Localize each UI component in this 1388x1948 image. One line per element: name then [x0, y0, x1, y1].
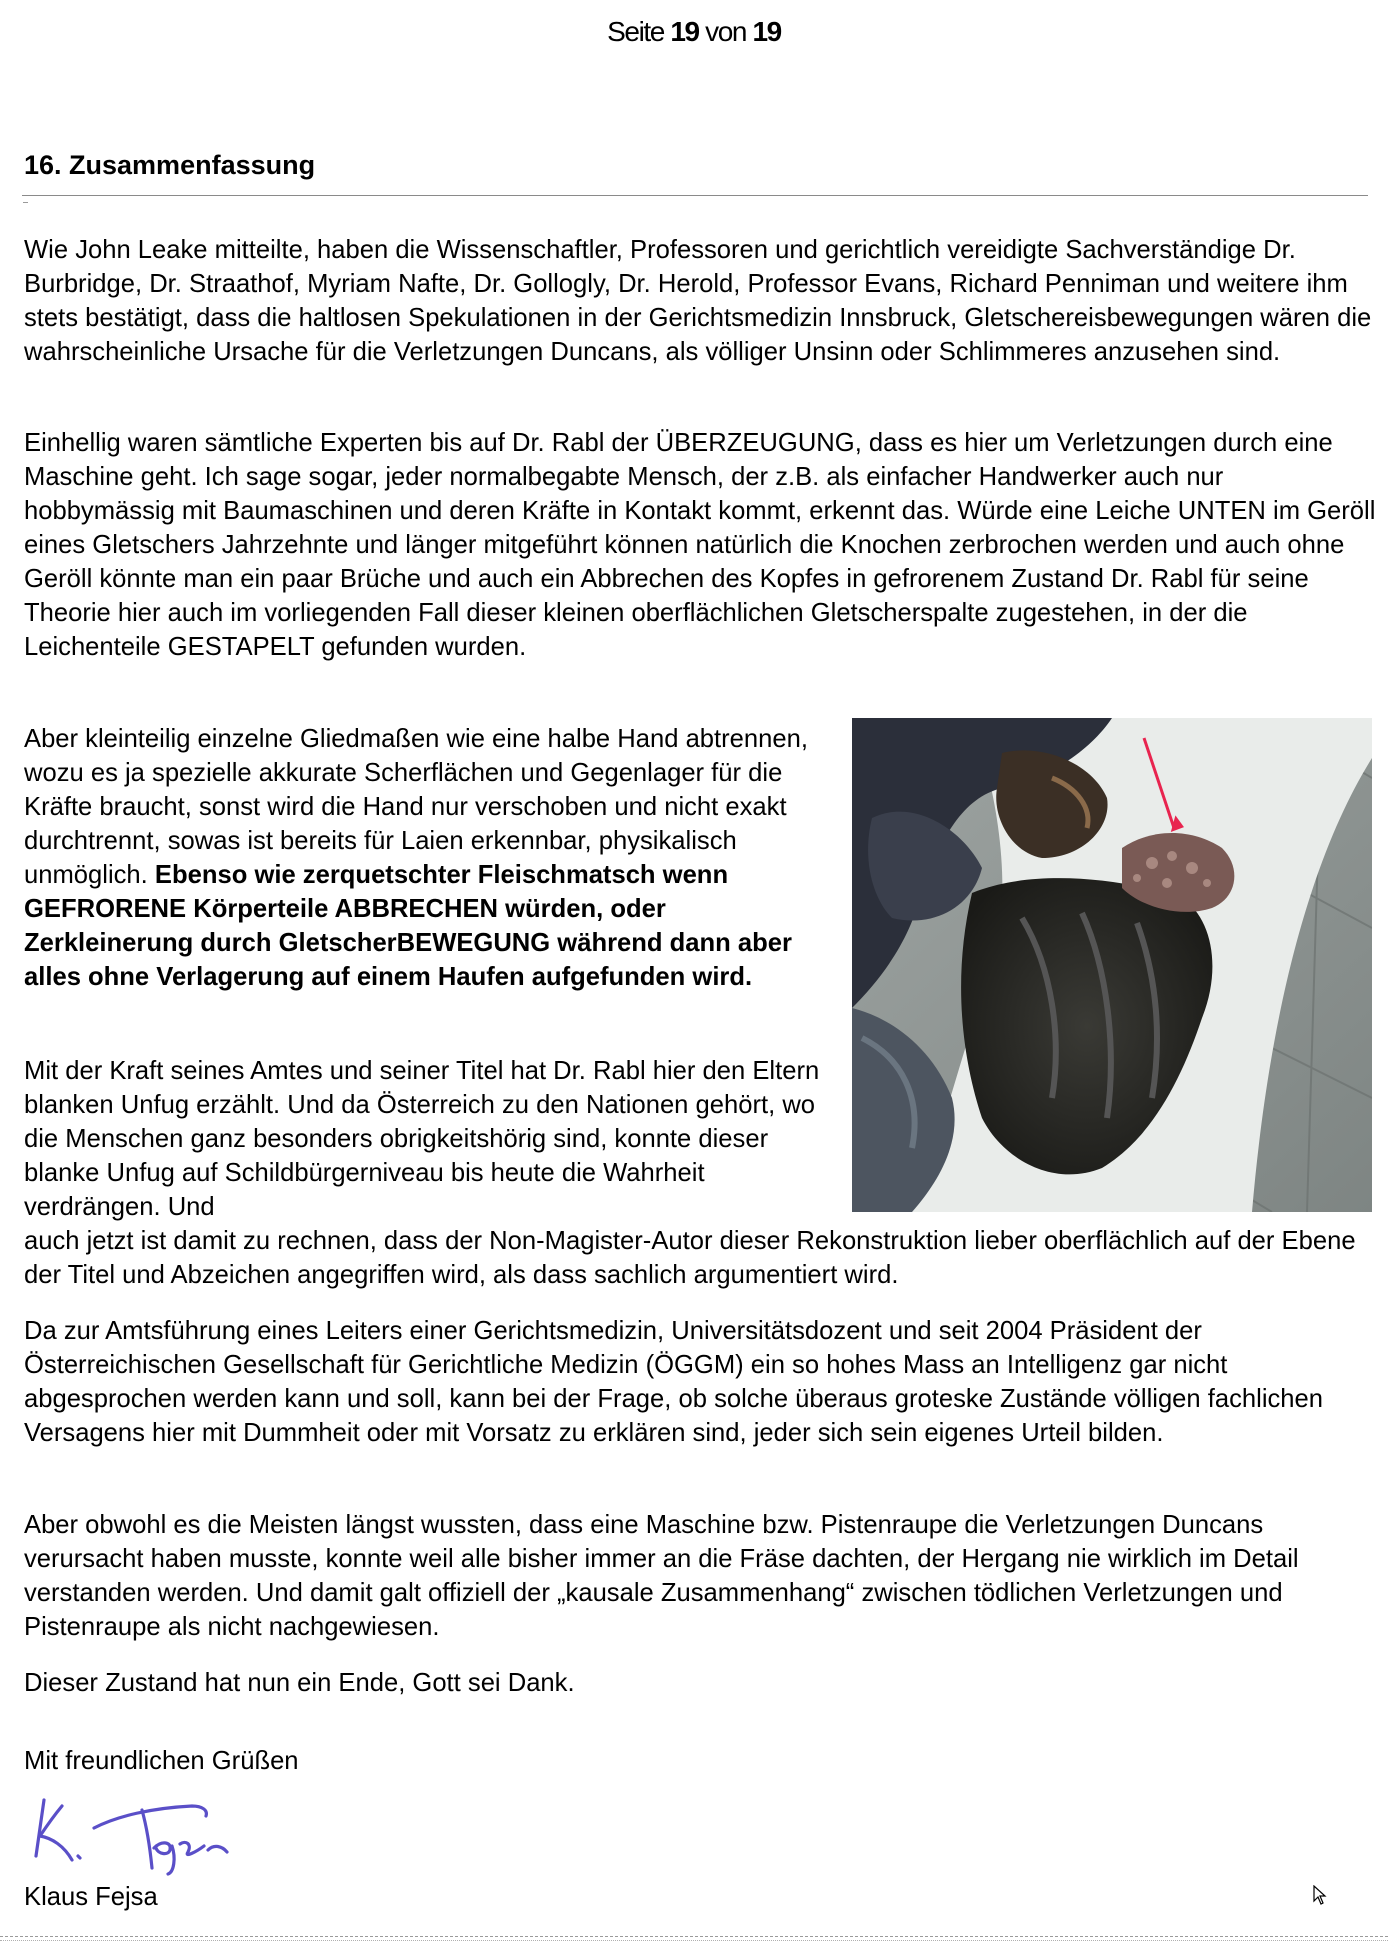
paragraph-limbs-bold: Ebenso wie zerquetschter Fleischmatsch wenn GEFRORENE Körperteile ABBRECHEN würden, oder Zerkleinerung durch GletscherBEWEGUNG während dann aber alles ohne Verlagerung auf einem Haufen aufgefunden wird.	[24, 861, 792, 991]
paragraph-intelligence: Da zur Amtsführung eines Leiters einer Gerichtsmedizin, Universitätsdozent und seit 2004 Präsident der Österreichischen Gesellschaft für Gerichtliche Medizin (ÖGGM) ein so hohes Mass an Intelligenz gar nicht abgesprochen werden kann und soll, kann bei der Frage, ob solche überaus groteske Zustände völligen fachlichen Versagens hier mit Dummheit oder mit Vorsatz zu erklären sind, jeder sich sein eigenes Urteil bilden.	[24, 1317, 1324, 1447]
page-number-header	[0, 16, 1388, 48]
closing-greeting: Mit freundlichen Grüßen	[24, 1747, 299, 1775]
paragraph-experts: Wie John Leake mitteilte, haben die Wissenschaftler, Professoren und gerichtlich vereidigte Sachverständige Dr. Burbridge, Dr. Straathof, Myriam Nafte, Dr. Gollogly, Dr. Herold, Professor Evans, Richard Penniman und weitere ihm stets bestätigt, dass die haltlosen Spekulationen in der Gerichtsmedizin Innsbruck, Gletschereisbewegungen wären die wahrscheinliche Ursache für die Verletzungen Duncans, als völliger Unsinn oder Schlimmeres anzusehen sind.	[24, 236, 1372, 366]
evidence-photo	[852, 718, 1372, 1212]
paragraph-limbs-normal: Aber kleinteilig einzelne Gliedmaßen wie eine halbe Hand abtrennen, wozu es ja spezielle akkurate Scherflächen und Gegenlager für die Kräfte braucht, sonst wird die Hand nur verschoben und nicht exakt durchtrennt, sowas ist bereits für Laien erkennbar, physikalisch unmöglich.	[24, 725, 808, 889]
mouse-pointer-icon	[1313, 1885, 1327, 1905]
section-title: 16. Zusammenfassung	[24, 150, 316, 180]
current-page-number: 19	[670, 16, 699, 47]
divider-tick	[23, 202, 28, 203]
paragraph-consensus: Einhellig waren sämtliche Experten bis auf Dr. Rabl der ÜBERZEUGUNG, dass es hier um Verletzungen durch eine Maschine geht. Ich sage sogar, jeder normalbegabte Mensch, der z.B. als einfacher Handwerker auch nur hobbymässig mit Baumaschinen und deren Kräfte in Kontakt kommt, erkennt das. Würde eine Leiche UNTEN im Geröll eines Gletschers Jahrzehnte und länger mitgeführt können natürlich die Knochen zerbrochen werden und auch ohne Geröll könnte man ein paar Brüche und auch ein Abbrechen des Kopfes in gefrorenem Zustand Dr. Rabl für seine Theorie hier auch im vorliegenden Fall dieser kleinen oberflächlichen Gletscherspalte zugestehen, in der die Leichenteile GESTAPELT gefunden wurden.	[24, 429, 1376, 661]
paragraph-conclusion: Dieser Zustand hat nun ein Ende, Gott sei Dank.	[24, 1669, 575, 1697]
page-bottom-border-secondary	[0, 1940, 1388, 1941]
total-page-count: 19	[752, 16, 781, 47]
page-bottom-border	[0, 1936, 1388, 1937]
page-prefix: Seite	[607, 16, 664, 47]
paragraph-limbs	[24, 722, 834, 994]
page-separator: von	[705, 16, 747, 47]
title-divider	[22, 195, 1368, 196]
paragraph-rabl-full: auch jetzt ist damit zu rechnen, dass der Non-Magister-Autor dieser Rekonstruktion lieber oberflächlich auf der Ebene der Titel und Abzeichen angegriffen wird, als dass sachlich argumentiert wird.	[24, 1227, 1356, 1289]
paragraph-rabl-wrapped: Mit der Kraft seines Amtes und seiner Titel hat Dr. Rabl hier den Eltern blanken Unfug erzählt. Und da Österreich zu den Nationen gehört, wo die Menschen ganz besonders obrigkeitshörig sind, konnte dieser blanke Unfug auf Schildbürgerniveau bis heute die Wahrheit verdrängen. Und	[24, 1057, 820, 1221]
paragraph-piste-machine: Aber obwohl es die Meisten längst wussten, dass eine Maschine bzw. Pistenraupe die Verletzungen Duncans verursacht haben musste, konnte weil alle bisher immer an die Fräse dachten, der Hergang nie wirklich im Detail verstanden werden. Und damit galt offiziell der „kausale Zusammenhang“ zwischen tödlichen Verletzungen und Pistenraupe als nicht nachgewiesen.	[24, 1511, 1299, 1641]
handwritten-signature	[22, 1788, 232, 1878]
signer-name: Klaus Fejsa	[24, 1883, 158, 1911]
